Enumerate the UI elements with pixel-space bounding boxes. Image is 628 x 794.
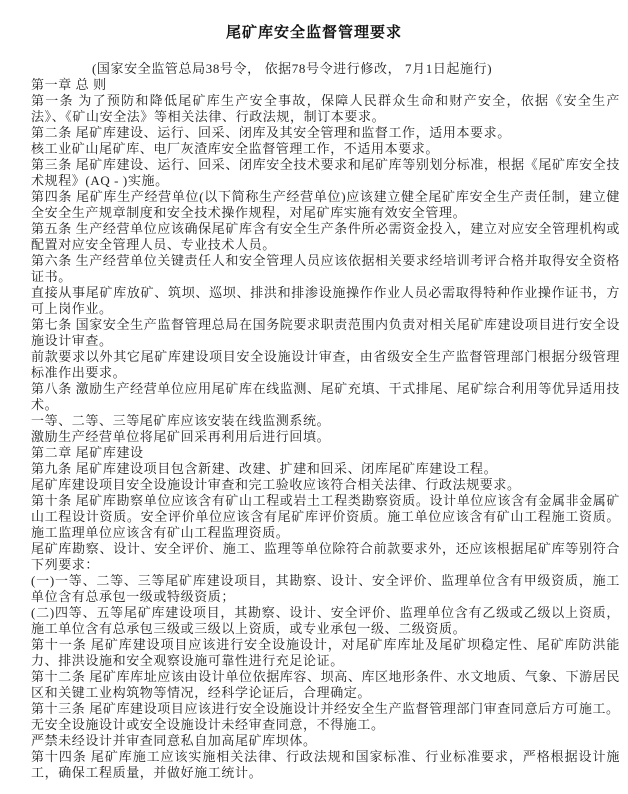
paragraph: 第十二条 尾矿库库址应该由设计单位依据库容、坝高、库区地形条件、水文地质、气象、下游居民区和关键工业构筑物等情况，经科学论证后，合理确定。: [31, 669, 620, 700]
paragraph: 严禁未经设计并审查同意私自加高尾矿库坝体。: [31, 733, 317, 748]
paragraph: 第五条 生产经营单位应该确保尾矿库含有安全生产条件所必需资金投入，建立对应安全管理机构或配置对应安全管理人员、专业技术人员。: [31, 221, 620, 252]
paragraph: 尾矿库勘察、设计、安全评价、施工、监理等单位除符合前款要求外，还应该根据尾矿库等别符合下列要求：: [31, 541, 620, 572]
paragraph: 尾矿库建设项目安全设施设计审查和完工验收应该符合相关法律、行政法规要求。: [31, 477, 521, 492]
paragraph: 第十三条 尾矿库建设项目应该进行安全设施设计并经安全生产监督管理部门审查同意后方可施工。: [31, 701, 620, 716]
document-subtitle: (国家安全监管总局38号令， 依据78号令进行修改， 7月1日起施行): [92, 61, 493, 76]
paragraph: 直接从事尾矿库放矿、筑坝、巡坝、排洪和排渗设施操作作业人员必需取得特种作业操作证书，方可上岗作业。: [31, 285, 620, 316]
paragraph: 第二条 尾矿库建设、运行、回采、闭库及其安全管理和监督工作，适用本要求。: [31, 125, 511, 140]
paragraph: 第十一条 尾矿库建设项目应该进行安全设施设计，对尾矿库库址及尾矿坝稳定性、尾矿库防洪能力、排洪设施和安全观察设施可靠性进行充足论证。: [31, 637, 620, 668]
document-title: 尾矿库安全监督管理要求: [225, 25, 402, 41]
paragraph: (二)四等、五等尾矿库建设项目，其勘察、设计、安全评价、监理单位含有乙级或乙级以上资质，施工单位含有总承包三级或三级以上资质，或专业承包一级、二级资质。: [31, 605, 620, 636]
paragraph: 前款要求以外其它尾矿库建设项目安全设施设计审查，由省级安全生产监督管理部门根据分级管理标准作出要求。: [31, 349, 620, 380]
paragraph: 第一章 总 则: [31, 77, 107, 92]
paragraph: 激励生产经营单位将尾矿回采再利用后进行回填。: [31, 429, 331, 444]
paragraph: (一)一等、二等、三等尾矿库建设项目，其勘察、设计、安全评价、监理单位含有甲级资质，施工单位含有总承包一级或特级资质；: [31, 573, 620, 604]
paragraph: 第七条 国家安全生产监督管理总局在国务院要求职责范围内负责对相关尾矿库建设项目进行安全设施设计审查。: [31, 317, 620, 348]
paragraph: 第九条 尾矿库建设项目包含新建、改建、扩建和回采、闭库尾矿库建设工程。: [31, 461, 498, 476]
paragraph: 第三条 尾矿库建设、运行、回采、闭库安全技术要求和尾矿库等别划分标准，根据《尾矿库安全技术规程》(AQ - )实施。: [31, 157, 620, 188]
paragraph: 第八条 激励生产经营单位应用尾矿库在线监测、尾矿充填、干式排尾、尾矿综合利用等优异适用技术。: [31, 381, 620, 412]
paragraph: 第四条 尾矿库生产经营单位(以下简称生产经营单位)应该建立健全尾矿库安全生产责任制，建立健全安全生产规章制度和安全技术操作规程，对尾矿库实施有效安全管理。: [31, 189, 620, 220]
paragraph: 第十条 尾矿库勘察单位应该含有矿山工程或岩土工程类勘察资质。设计单位应该含有金属非金属矿山工程设计资质。安全评价单位应该含有尾矿库评价资质。施工单位应该含有矿山工程施工资质。施工监理单位应该含有矿山工程监理资质。: [31, 493, 620, 540]
paragraph: 一等、二等、三等尾矿库应该安装在线监测系统。: [31, 413, 331, 428]
paragraph: 第十四条 尾矿库施工应该实施相关法律、行政法规和国家标准、行业标准要求，严格根据设计施工，确保工程质量，并做好施工统计。: [31, 749, 620, 780]
paragraph: 无安全设施设计或安全设施设计未经审查同意，不得施工。: [31, 717, 385, 732]
paragraph: 第六条 生产经营单位关键责任人和安全管理人员应该依据相关要求经培训考评合格并取得安全资格证书。: [31, 253, 620, 284]
paragraph: 第二章 尾矿库建设: [31, 445, 144, 460]
paragraph: 核工业矿山尾矿库、电厂灰渣库安全监督管理工作，不适用本要求。: [31, 141, 440, 156]
paragraph: 第一条 为了预防和降低尾矿库生产安全事故，保障人民群众生命和财产安全，依据《安全生产法》、《矿山安全法》等相关法律、行政法规，制订本要求。: [31, 93, 620, 124]
document-body: [31, 77, 620, 781]
